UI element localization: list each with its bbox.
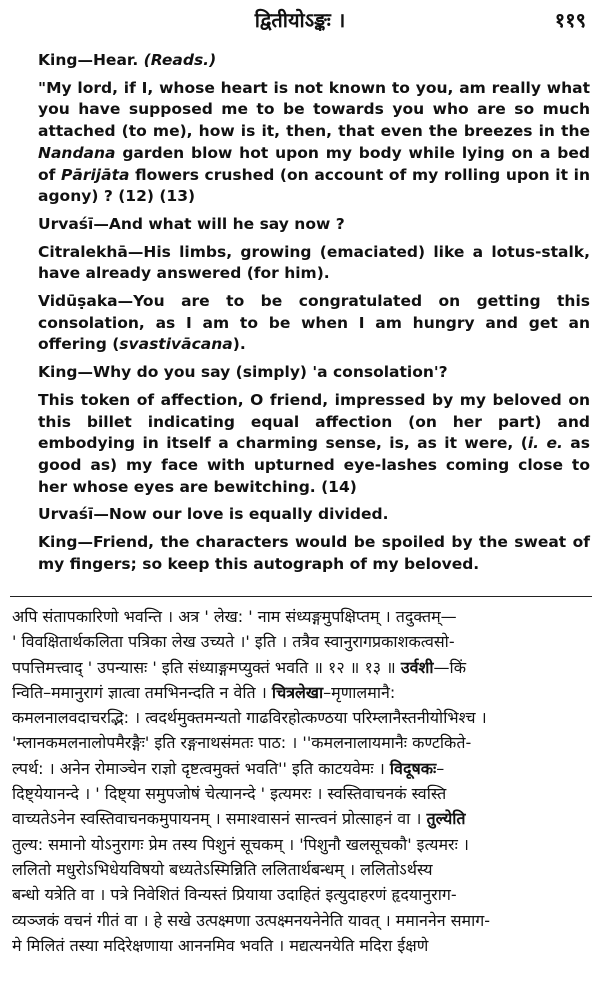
speaker-vidusaka: Vidūṣaka bbox=[38, 292, 118, 311]
commentary-line: बन्धो यत्रेति वा । पत्रे निवेशितं विन्यस्तं प्रियाया उदाहितं इत्युदाहरणं हृदयानुराग- bbox=[12, 885, 457, 905]
dialogue-text: —Now our love is equally divided. bbox=[93, 505, 389, 524]
term-nandana: Nandana bbox=[38, 143, 116, 162]
commentary-line: कमलनालवदाचरद्भि: । त्वदर्थमुक्तमन्यतो गाढविरहोत्कण्ठया परिम्लानैस्तनीयोभिश्च । bbox=[12, 708, 487, 728]
letter-text-a: "My lord, if I, whose heart is not known to you, am really what you have supposed me to be towards you who are so much attached (to me), how is it, then, that even the breezes in the bbox=[38, 78, 590, 141]
translation-para-5 bbox=[38, 291, 590, 356]
verse-text-a: This token of affection, O friend, impressed by my beloved on this billet indicating equal affection (on her part) and embodying in itself a charming sense, is, as it were, ( bbox=[38, 390, 590, 453]
dialogue-text: —And what will he say now ? bbox=[93, 214, 345, 233]
commentary-speaker-vidusaka: विदूषकः bbox=[389, 758, 437, 778]
commentary-text: —किं bbox=[433, 657, 466, 677]
speaker-king: King bbox=[38, 363, 78, 382]
commentary-line: अपि संतापकारिणो भवन्ति । अत्र ' लेख: ' नाम संध्यङ्गमुपक्षिप्तम् । तदुक्तम्— bbox=[12, 607, 457, 626]
term-svastivacana: svastivācana bbox=[119, 335, 233, 354]
term-parijata: Pārijāta bbox=[61, 165, 130, 184]
dialogue-text-end: ). bbox=[232, 335, 246, 354]
commentary-keyword-tulya: तुल्येति bbox=[426, 809, 466, 829]
translation-para-4 bbox=[38, 242, 590, 285]
translation-para-3 bbox=[38, 214, 590, 236]
commentary-text: वाच्यतेऽनेन स्वस्तिवाचनकमुपायनम् । समाश्वासनं सान्त्वनं प्रोत्साहनं वा । bbox=[12, 809, 427, 829]
commentary-line: 'म्लानकमलनालोपमैरङ्गैः' इति रङ्गनाथसंमतः पाठ: । ''कमलनालायमानैः कण्टकिते- bbox=[12, 733, 472, 753]
commentary-text: ल्पर्थ: । अनेन रोमाञ्चेन राज्ञो दृष्टत्वमुक्तं भवति'' इति काटयवेमः । bbox=[12, 758, 390, 778]
page-number: ११९ bbox=[554, 8, 586, 32]
speaker-urvasi: Urvaśī bbox=[38, 214, 94, 233]
commentary-text: –मृणालमानै: bbox=[323, 682, 396, 702]
stage-direction: (Reads.) bbox=[143, 51, 217, 69]
commentary-line: दिष्ट्येयानन्दे । ' दिष्ट्या समुपजोषं चेत्यानन्दे ' इत्यमरः । स्वस्तिवाचनकं स्वस्ति bbox=[12, 784, 447, 804]
translation-para-8 bbox=[38, 504, 590, 526]
commentary-line bbox=[12, 680, 592, 705]
translation-section bbox=[38, 50, 590, 581]
commentary-speaker-urvasi: उर्वशी bbox=[400, 657, 434, 677]
translation-para-7 bbox=[38, 390, 590, 499]
term-ie: i. e. bbox=[527, 434, 563, 453]
page-header bbox=[0, 6, 600, 34]
commentary-line: ' विवक्षितार्थकलिता पत्रिका लेख उच्यते ।' इति । तत्रैव स्वानुरागप्रकाशकत्वसो- bbox=[12, 632, 455, 652]
speaker-king: King—Hear. bbox=[38, 51, 139, 69]
act-title: द्वितीयोऽङ्कः । bbox=[254, 8, 346, 32]
commentary-line bbox=[12, 756, 592, 781]
commentary-line: व्यञ्जकं वचनं गीतं वा । हे सखे उत्पक्ष्मणा उत्पक्ष्मनयनेनेति यावत् । ममाननेन समाग- bbox=[12, 910, 491, 930]
dialogue-text: —You are to be congratulated on getting this consolation, as I am to be when I am hungry and get an offering ( bbox=[38, 292, 590, 354]
verse-text-b: as good as) my face with upturned eye-lashes coming close to her whose eyes are bewitching. (14) bbox=[38, 434, 590, 496]
translation-para-1 bbox=[38, 50, 590, 72]
dialogue-text: —Friend, the characters would be spoiled by the sweat of my fingers; so keep this autograph of my beloved. bbox=[38, 533, 590, 573]
section-divider bbox=[10, 596, 592, 597]
commentary-line: मे मिलितं तस्या मदिरेक्षणाया आननमिव भवति । मद्यत्यनयेति मदिरा ईक्षणे bbox=[12, 935, 429, 955]
sanskrit-commentary bbox=[12, 604, 592, 958]
dialogue-text: —His limbs, growing (emaciated) like a lotus-stalk, have already answered (for him). bbox=[38, 242, 590, 283]
letter-text-c: flowers crushed (on account of my rolling upon it in agony) ? (12) (13) bbox=[38, 165, 590, 206]
commentary-speaker-citralekha: चित्रलेखा bbox=[271, 682, 324, 702]
speaker-king: King bbox=[38, 533, 78, 552]
commentary-line bbox=[12, 655, 592, 680]
commentary-line: ललितो मधुरोऽभिधेयविषयो बध्यतेऽस्मिन्निति ललितार्थबन्धम् । ललितोऽर्थस्य bbox=[12, 859, 433, 879]
commentary-text: न्विति–ममानुरागं ज्ञात्वा तमभिनन्दति न वेति । bbox=[12, 682, 272, 702]
commentary-text: – bbox=[436, 758, 445, 778]
commentary-text: पपत्तिमत्त्वाद् ' उपन्यासः ' इति संध्याङ्गमप्युक्तं भवति ॥ १२ ॥ १३ ॥ bbox=[12, 657, 401, 677]
speaker-citralekha: Citralekhā bbox=[38, 242, 128, 261]
translation-para-2 bbox=[38, 78, 590, 208]
dialogue-text: —Why do you say (simply) 'a consolation'? bbox=[77, 363, 448, 382]
speaker-urvasi: Urvaśī bbox=[38, 505, 94, 524]
commentary-line bbox=[12, 806, 592, 831]
letter-text-b: garden blow hot upon my body while lying on a bed of bbox=[38, 143, 590, 184]
translation-para-6 bbox=[38, 362, 590, 384]
commentary-line: तुल्य: समानो योऽनुरागः प्रेम तस्य पिशुनं सूचकम् । 'पिशुनौ खलसूचकौ' इत्यमरः । bbox=[12, 834, 469, 854]
translation-para-9 bbox=[38, 532, 590, 575]
